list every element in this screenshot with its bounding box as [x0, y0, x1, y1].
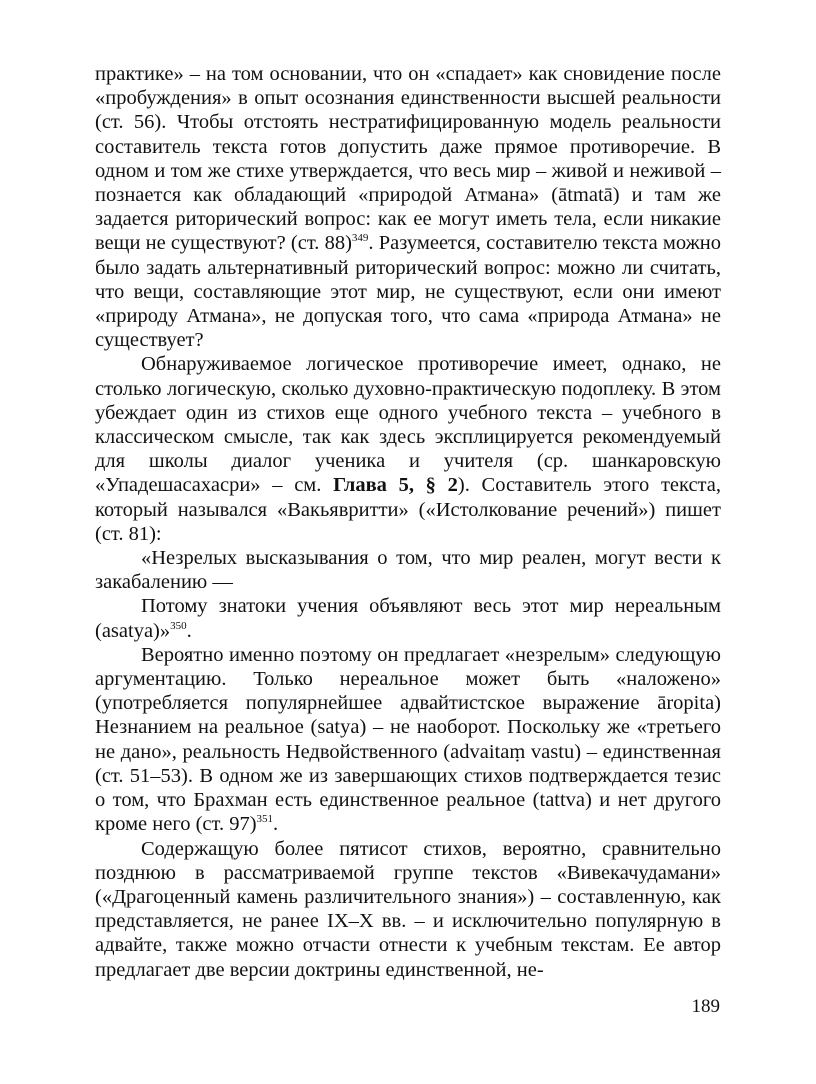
- text-run: Вероятно именно поэтому он предлагает «незрелым» следующую аргументацию. Только нереальное может быть «наложено» (употребляется популярнейшее адвайтистское выражение āropita) Незнанием на реальное (satya) – не наоборот. Поскольку же «третьего не дано», реальность Недвойственного (advaitaṃ vastu) – единственная (ст. 51–53). В одном же из завершающих стихов подтверждается тезис о том, что Брахман есть единственное реальное (tattva) и нет другого кроме него (ст. 97): [95, 643, 721, 836]
- footnote-marker: 349: [351, 232, 369, 245]
- text-run: .: [273, 813, 279, 836]
- bold-reference: Глава 5, § 2: [333, 474, 458, 497]
- text-run: ). Составитель этого текста, который назывался «Вакьявритти» («Истолкование речений») пишет (ст. 81):: [95, 474, 721, 545]
- body-text: [95, 62, 721, 982]
- text-run: . Разумеется, составителю текста можно было задать альтернативный риторический вопрос: можно ли считать, что вещи, составляющие этот мир, не существуют, если они имеют «природу Атмана», не допуская того, что сама «природа Атмана» не существует?: [95, 232, 721, 352]
- text-run: Потому знатоки учения объявляют весь этот мир нереальным (asatya)»: [95, 595, 721, 642]
- footnote-marker: 350: [170, 619, 187, 632]
- text-run: Обнаруживаемое логическое противоречие имеет, однако, не столько логическую, сколько духовно-практическую подоплеку. В этом убеждает один из стихов еще одного учебного текста – учебного в классическом смысле, так как здесь эксплицируется рекомендуемый для школы диалог ученика и учителя (ср. шанкаровскую «Упадешасахасри» – см.: [95, 353, 721, 497]
- text-run: Содержащую более пятисот стихов, вероятно, сравнительно позднюю в рассматриваемой группе текстов «Вивекачудамани» («Драгоценный камень различительного знания») – составленную, как представляется, не ранее IX–X вв. – и исключительно популярную в адвайте, также можно отчасти отнести к учебным текстам. Ее автор предлагает две версии доктрины единственной, не-: [95, 837, 721, 981]
- page-number: 189: [691, 996, 720, 1017]
- paragraph: [95, 594, 721, 642]
- text-run: .: [186, 619, 192, 642]
- paragraph: [95, 643, 721, 837]
- footnote-marker: 351: [256, 813, 274, 826]
- paragraph: [95, 546, 721, 594]
- paragraph: [95, 62, 721, 352]
- paragraph: [95, 352, 721, 546]
- text-run: практике» – на том основании, что он «спадает» как сновидение после «пробуждения» в опыт осознания единственности высшей реальности (ст. 56). Чтобы отстоять нестратифицированную модель реальности составитель текста готов допустить даже прямое противоречие. В одном и том же стихе утверждается, что весь мир – живой и неживой – познается как обладающий «природой Атмана» (ātmatā) и там же задается риторический вопрос: как ее могут иметь тела, если никакие вещи не существуют? (ст. 88): [95, 63, 721, 255]
- text-run: «Незрелых высказывания о том, что мир реален, могут вести к закабалению —: [95, 547, 721, 594]
- paragraph: [95, 837, 721, 982]
